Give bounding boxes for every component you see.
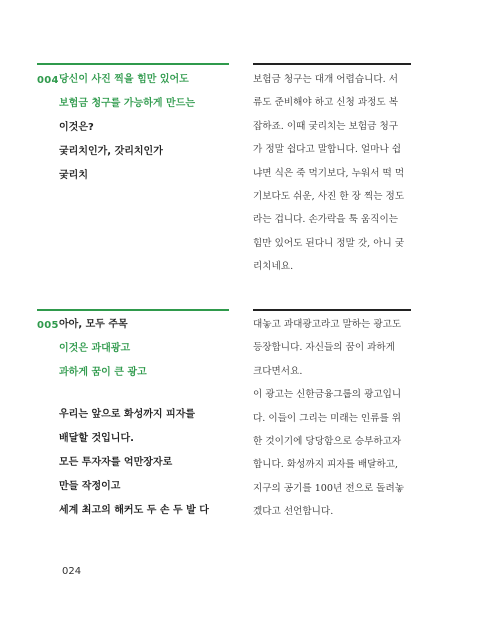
section-rule-right: [253, 63, 411, 65]
body-line: 합니다. 화성까지 피자를 배달하고,: [253, 459, 398, 471]
body-line: 리치네요.: [253, 261, 294, 273]
body-line: 냐면 식은 죽 먹기보다, 누워서 떡 먹: [253, 167, 405, 179]
entry-body: [253, 313, 413, 524]
body-line: 지구의 공기를 100년 전으로 돌려놓: [253, 482, 404, 494]
headline-line: 궂리치: [59, 170, 88, 181]
entry-headline: [59, 313, 239, 523]
headline-line: 만들 작정이고: [59, 481, 121, 492]
page-number: 024: [62, 566, 82, 577]
entry-body: [253, 68, 413, 279]
headline-line: 이것은?: [59, 122, 94, 133]
body-line: 보험금 청구는 대개 어렵습니다. 서: [253, 74, 398, 85]
section-rule-left: [37, 309, 229, 311]
headline-line: 우리는 앞으로 화성까지 피자를: [59, 409, 196, 420]
body-line: 대놓고 과대광고라고 말하는 광고도: [253, 319, 402, 330]
section-rule-left: [37, 63, 229, 65]
body-line: 잡하죠. 이때 궂리치는 보험금 청구: [253, 120, 398, 132]
body-line: 등장합니다. 자신들의 꿈이 과하게: [253, 342, 395, 354]
headline-line: 궂리치인가, 갓리치인가: [59, 146, 163, 157]
body-line: 류도 준비해야 하고 신청 과정도 복: [253, 97, 398, 109]
headline-line: 세계 최고의 해커도 두 손 두 발 다: [59, 505, 209, 516]
body-line: 다. 이들이 그리는 미래는 인류를 위: [253, 412, 402, 424]
body-line: 겠다고 선언합니다.: [253, 506, 334, 518]
body-line: 가 정말 쉽다고 말합니다. 얼마나 쉽: [253, 144, 402, 156]
headline-gap: [59, 385, 239, 403]
headline-line: 보험금 청구를 가능하게 만드는: [59, 98, 196, 109]
headline-line: 이것은 과대광고: [59, 343, 131, 354]
entry-headline: [59, 68, 239, 188]
body-line: 라는 겁니다. 손가락을 툭 움직이는: [253, 214, 398, 226]
body-line: 힘만 있어도 된다니 정말 갓, 아니 궂: [253, 237, 405, 249]
headline-line: 모든 투자자를 억만장자로: [59, 457, 173, 468]
section-rule-right: [253, 309, 411, 311]
entry-number: 005: [37, 320, 59, 331]
body-line: 크다면서요.: [253, 365, 303, 377]
headline-line: 아아, 모두 주목: [59, 319, 128, 330]
headline-line: 당신이 사진 찍을 힘만 있어도: [59, 74, 189, 85]
headline-line: 과하게 꿈이 큰 광고: [59, 367, 147, 378]
body-line: 기보다도 쉬운, 사진 한 장 찍는 정도: [253, 190, 405, 202]
body-line: 한 것이기에 당당함으로 승부하고자: [253, 435, 402, 447]
body-line: 이 광고는 신한금융그룹의 광고입니: [253, 389, 402, 401]
headline-line: 배달할 것입니다.: [59, 433, 134, 444]
entry-number: 004: [37, 75, 59, 86]
